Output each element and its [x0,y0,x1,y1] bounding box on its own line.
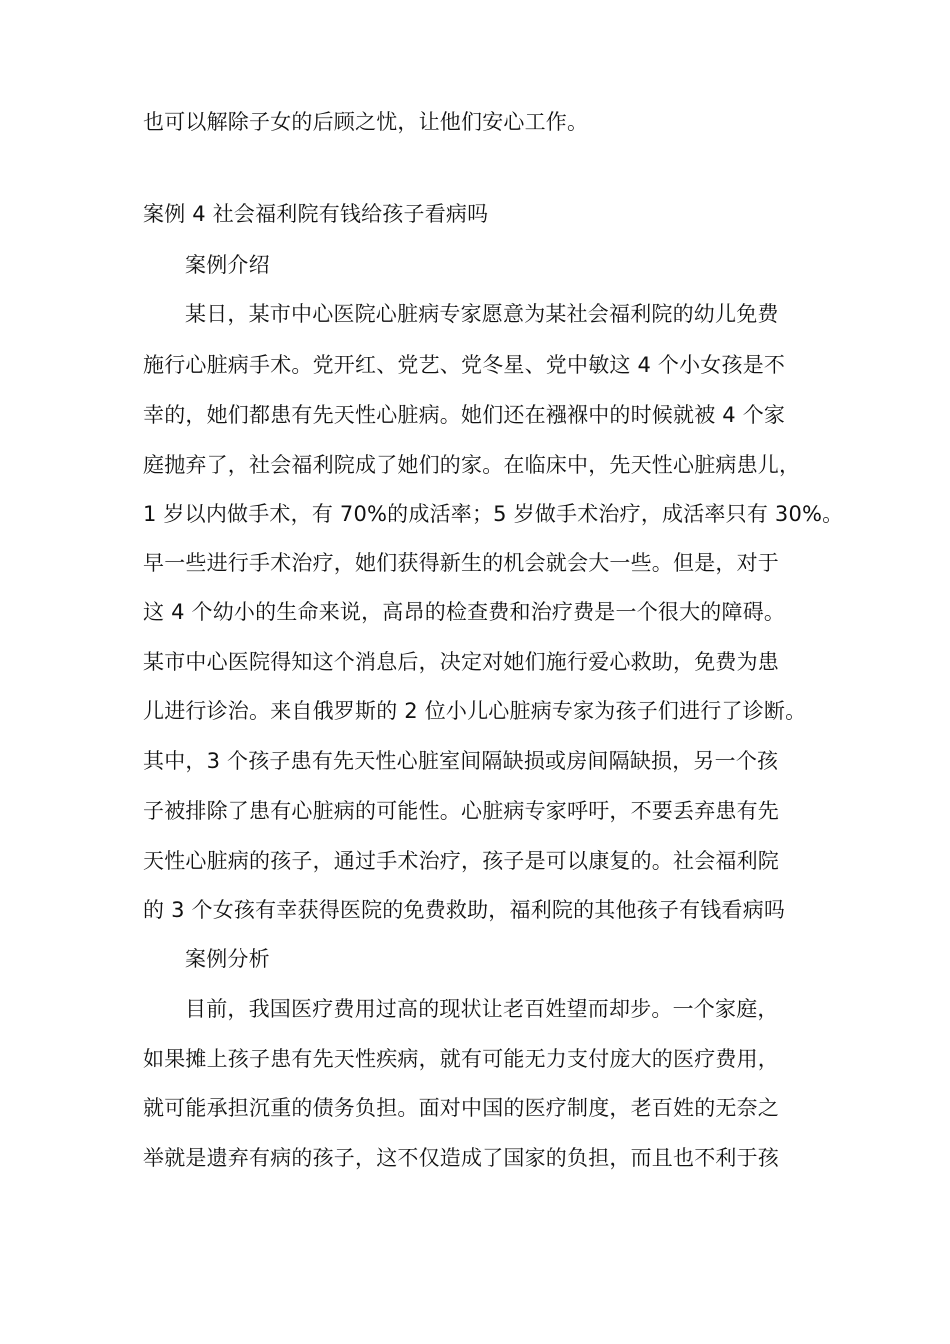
text-line: 早一些进行手术治疗，她们获得新生的机会就会大一些。但是，对于 [143,551,779,575]
case-heading: 案例 4 社会福利院有钱给孩子看病吗 [143,202,489,226]
text-line: 子被排除了患有心脏病的可能性。心脏病专家呼吁，不要丢弃患有先 [143,799,779,823]
text-line: 幸的，她们都患有先天性心脏病。她们还在襁褓中的时候就被 4 个家 [143,403,786,427]
text-line: 也可以解除子女的后顾之忧，让他们安心工作。 [143,110,589,134]
text-line: 1 岁以内做手术，有 70%的成活率；5 岁做手术治疗，成活率只有 30%。 [143,502,844,526]
text-line: 其中，3 个孩子患有先天性心脏室间隔缺损或房间隔缺损，另一个孩 [143,749,779,773]
text-line: 的 3 个女孩有幸获得医院的免费救助，福利院的其他孩子有钱看病吗 [143,898,786,922]
text-line: 儿进行诊治。来自俄罗斯的 2 位小儿心脏病专家为孩子们进行了诊断。 [143,699,807,723]
text-line: 天性心脏病的孩子，通过手术治疗，孩子是可以康复的。社会福利院 [143,849,779,873]
text-line: 就可能承担沉重的债务负担。面对中国的医疗制度，老百姓的无奈之 [143,1096,779,1120]
section-heading-intro: 案例介绍 [185,253,270,277]
text-line: 这 4 个幼小的生命来说，高昂的检查费和治疗费是一个很大的障碍。 [143,600,786,624]
text-line: 某日，某市中心医院心脏病专家愿意为某社会福利院的幼儿免费 [185,302,779,326]
text-line: 某市中心医院得知这个消息后，决定对她们施行爱心救助，免费为患 [143,650,779,674]
text-line: 庭抛弃了，社会福利院成了她们的家。在临床中，先天性心脏病患儿， [143,453,801,477]
text-line: 举就是遗弃有病的孩子，这不仅造成了国家的负担，而且也不利于孩 [143,1146,779,1170]
text-line: 施行心脏病手术。党开红、党艺、党冬星、党中敏这 4 个小女孩是不 [143,353,786,377]
text-line: 如果摊上孩子患有先天性疾病，就有可能无力支付庞大的医疗费用， [143,1047,779,1071]
section-heading-analysis: 案例分析 [185,947,270,971]
text-line: 目前，我国医疗费用过高的现状让老百姓望而却步。一个家庭， [185,997,779,1021]
